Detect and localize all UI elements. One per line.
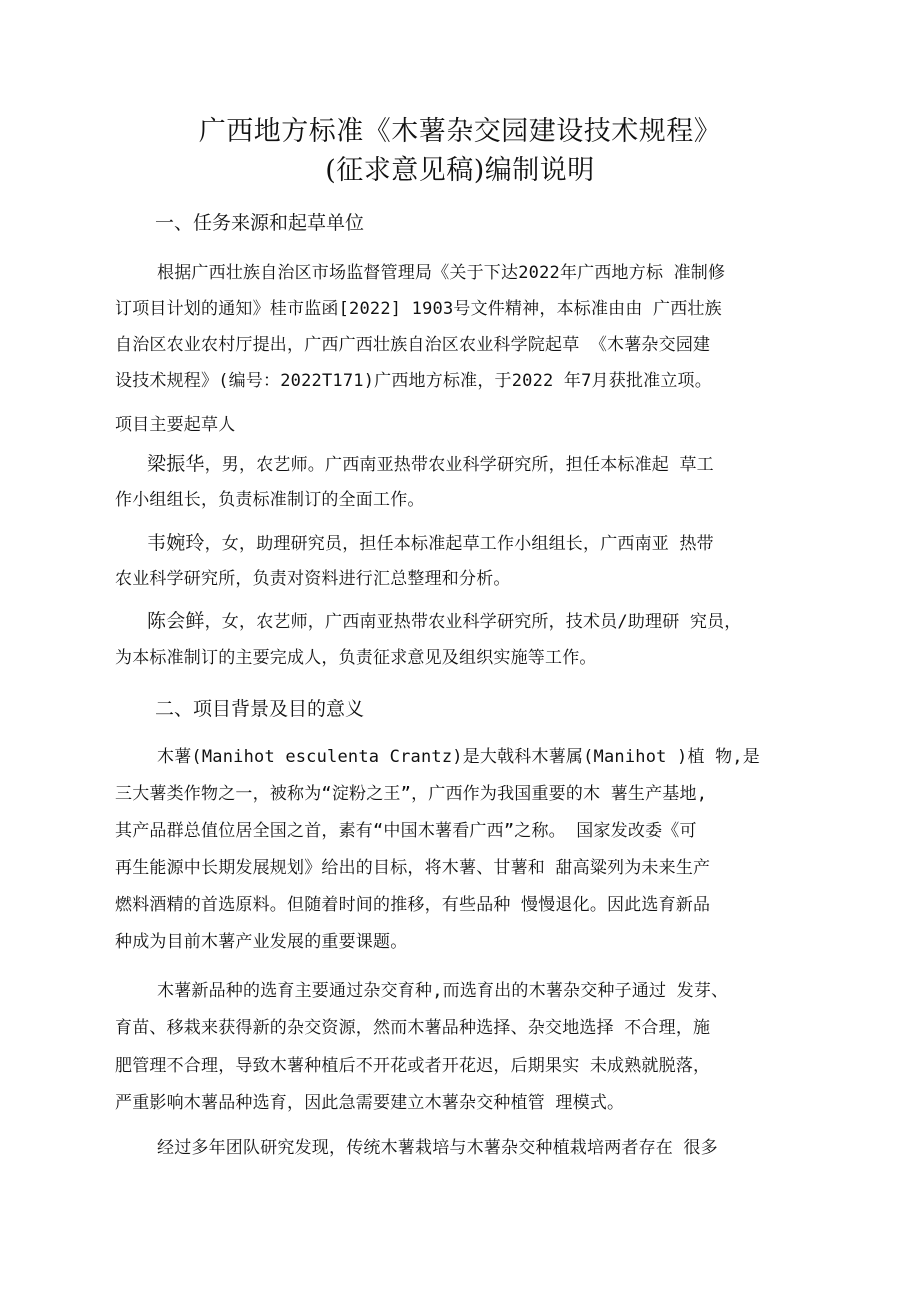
section-1-heading: 一、任务来源和起草单位 [155, 212, 365, 234]
paragraph-line: 其产品群总值位居全国之首，素有“中国木薯看广西”之称。 国家发改委《可 [115, 821, 697, 841]
drafter-entry [147, 534, 807, 553]
section-2-heading: 二、项目背景及目的意义 [155, 698, 365, 720]
paragraph-line: 木薯新品种的选育主要通过杂交育种,而选育出的木薯杂交种子通过 发芽、 [157, 981, 729, 1001]
paragraph-line: 木薯(Manihot esculenta Crantz)是大戟科木薯属(Manihot )植 物,是 [157, 747, 760, 767]
document-title-line-1: 广西地方标准《木薯杂交园建设技术规程》 [198, 116, 722, 147]
paragraph-line: 严重影响木薯品种选育，因此急需要建立木薯杂交种植管 理模式。 [115, 1093, 625, 1113]
paragraph-line: 农业科学研究所，负责对资料进行汇总整理和分析。 [115, 569, 511, 589]
paragraph-line: 订项目计划的通知》桂市监函[2022] 1903号文件精神，本标准由由 广西壮族 [115, 299, 722, 319]
paragraph-line: 作小组组长，负责标准制订的全面工作。 [115, 490, 425, 510]
paragraph-line: 种成为目前木薯产业发展的重要课题。 [115, 932, 408, 952]
drafter-entry [147, 612, 807, 631]
paragraph-line: 三大薯类作物之一，被称为“淀粉之王”，广西作为我国重要的木 薯生产基地, [115, 784, 708, 804]
drafters-label: 项目主要起草人 [115, 415, 236, 435]
paragraph-line: 再生能源中长期发展规划》给出的目标，将木薯、甘薯和 甜高粱列为未来生产 [115, 858, 711, 878]
drafter-description: ，女，农艺师，广西南亚热带农业科学研究所，技术员/助理研 究员， [204, 612, 742, 632]
paragraph-line: 肥管理不合理，导致木薯种植后不开花或者开花迟，后期果实 未成熟就脱落， [115, 1056, 711, 1076]
paragraph-line: 设技术规程》(编号：2022T171)广西地方标准，于2022 年7月获批准立项。 [115, 371, 712, 391]
paragraph-line: 育苗、移栽来获得新的杂交资源，然而木薯品种选择、杂交地选择 不合理，施 [115, 1018, 711, 1038]
drafter-name: 陈会鲜 [147, 610, 205, 632]
paragraph-line: 燃料酒精的首选原料。但随着时间的推移，有些品种 慢慢退化。因此选育新品 [115, 895, 711, 915]
drafter-name: 梁振华 [147, 453, 205, 475]
paragraph-line: 自治区农业农村厅提出，广西广西壮族自治区农业科学院起草 《木薯杂交园建 [115, 335, 711, 355]
drafter-name: 韦婉玲 [147, 532, 205, 554]
drafter-entry [147, 455, 807, 474]
paragraph-line: 为本标准制订的主要完成人，负责征求意见及组织实施等工作。 [115, 648, 597, 668]
paragraph-line: 根据广西壮族自治区市场监督管理局《关于下达2022年广西地方标 准制修 [157, 263, 726, 283]
drafter-description: ，男，农艺师。广西南亚热带农业科学研究所，担任本标准起 草工 [204, 455, 714, 475]
paragraph-line: 经过多年团队研究发现，传统木薯栽培与木薯杂交种植栽培两者存在 很多 [157, 1138, 718, 1158]
document-title-line-2: (征求意见稿)编制说明 [325, 155, 595, 186]
drafter-description: ，女，助理研究员，担任本标准起草工作小组组长，广西南亚 热带 [204, 534, 714, 554]
